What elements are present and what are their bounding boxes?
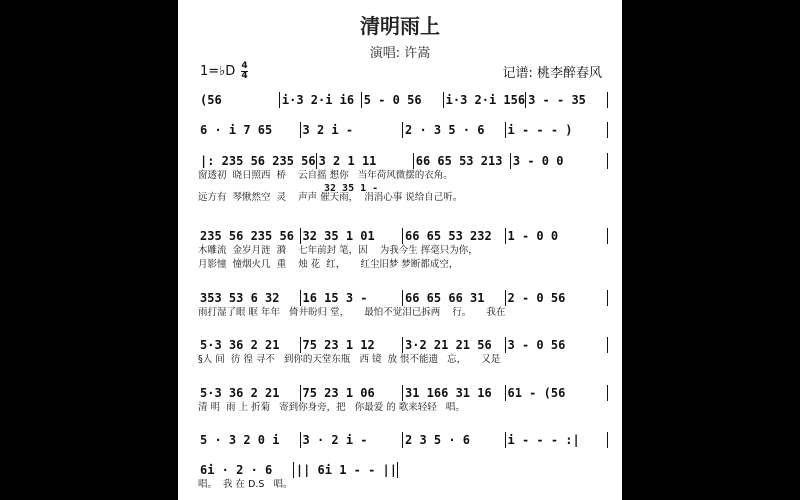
bar: 235 56 235 56	[198, 228, 301, 244]
bar: i·3 2·i i6	[280, 92, 362, 108]
score-line-2	[198, 122, 608, 138]
lyric-line: 窗透初 晓日照西 桥 云自摇 想你 当年荷风微摆的衣角。	[198, 170, 453, 181]
bar: 3 2 1 11	[317, 153, 414, 169]
singer-credit: 演唱: 许嵩	[369, 46, 431, 61]
bar: (56	[198, 92, 280, 108]
bar: 353 53 6 32	[198, 290, 301, 306]
bar: 1 - 0 0	[506, 228, 609, 244]
score-line-7	[198, 385, 608, 415]
time-signature	[241, 62, 247, 81]
overlay-notes: 32 35 1 -	[324, 183, 379, 194]
bar: 5·3 36 2 21	[198, 337, 301, 353]
key-signature	[200, 62, 248, 81]
bar: 66 65 66 31	[403, 290, 506, 306]
bar: || 6i 1 - - ||	[295, 463, 397, 477]
score-line-1	[198, 92, 608, 108]
score-line-5	[198, 290, 608, 320]
score-sheet	[178, 0, 622, 500]
bar: 32 35 1 01	[301, 228, 404, 244]
score-line-3	[198, 153, 608, 205]
scribe-credit: 记谱: 桃李醉春风	[502, 66, 602, 81]
bar: 2 - 0 56	[506, 290, 609, 306]
score-line-8	[198, 432, 608, 448]
bar: i - - - :|	[506, 432, 609, 448]
bar: i·3 2·i 156	[445, 93, 526, 107]
song-title: 清明雨上	[360, 14, 440, 38]
key-label: 1=♭D	[200, 64, 236, 79]
lyric-line: §人 间 彷 徨 寻不 到你的天堂东瓶 西 镜 放 恨不能遗 忘， 又是	[198, 354, 501, 365]
score-line-4	[198, 228, 608, 272]
bar: 6 · i 7 65	[198, 122, 301, 138]
bar: 66 65 53 232	[403, 228, 506, 244]
bar: 6i · 2 · 6	[198, 462, 294, 478]
bar: i - - - )	[506, 122, 609, 138]
lyric-line: 清 明 雨 上 折菊 寄到你身旁，把 你最爱 的 歌来轻轻 唱。	[198, 402, 465, 413]
bar: 3 · 2 i -	[301, 432, 404, 448]
time-signature-top: 4	[241, 61, 248, 71]
lyric-line: 远方有 琴愀然空 灵 声声 催天雨， 涓涓心事 说给自己听。	[198, 192, 463, 203]
bar: 2 · 3 5 · 6	[403, 122, 506, 138]
time-signature-bottom: 4	[241, 71, 248, 81]
bar: 5 - 0 56	[362, 92, 444, 108]
lyric-line: 月影憧 憧烟火几 重 烛 花 红， 红尘旧梦 梦断都成空，	[198, 259, 459, 270]
bar: 3 2 i -	[301, 122, 404, 138]
bar: 66 65 53 213	[414, 153, 511, 169]
bar: 5·3 36 2 21	[198, 385, 301, 401]
bar: 3·2 21 21 56	[403, 337, 506, 353]
lyric-line: 唱。 我 在 D.S 唱。	[198, 479, 293, 490]
bar: 31 166 31 16	[403, 385, 506, 401]
bar: 75 23 1 06	[301, 385, 404, 401]
bar: 3 - - 35	[526, 92, 608, 108]
score-line-6	[198, 337, 608, 367]
bar: 5 · 3 2 0 i	[198, 432, 301, 448]
lyric-line: 雨打湿了眼 眶 年年 倚井盼归 堂， 最怕不觉泪已拆两 行。 我在	[198, 307, 506, 318]
bar: 2 3 5 · 6	[403, 432, 506, 448]
bar: 3 - 0 56	[506, 337, 609, 353]
lyric-line: 木雕流 金岁月涟 漪 七年前封 笔，因 为我今生 挥毫只为你，	[198, 245, 478, 256]
score-line-9	[198, 462, 398, 492]
bar: 61 - (56	[506, 385, 609, 401]
bar: 3 - 0 0	[511, 153, 608, 169]
bar: 75 23 1 12	[301, 337, 404, 353]
bar: |: 235 56 235 56	[200, 154, 316, 168]
bar: 16 15 3 -	[301, 290, 404, 306]
